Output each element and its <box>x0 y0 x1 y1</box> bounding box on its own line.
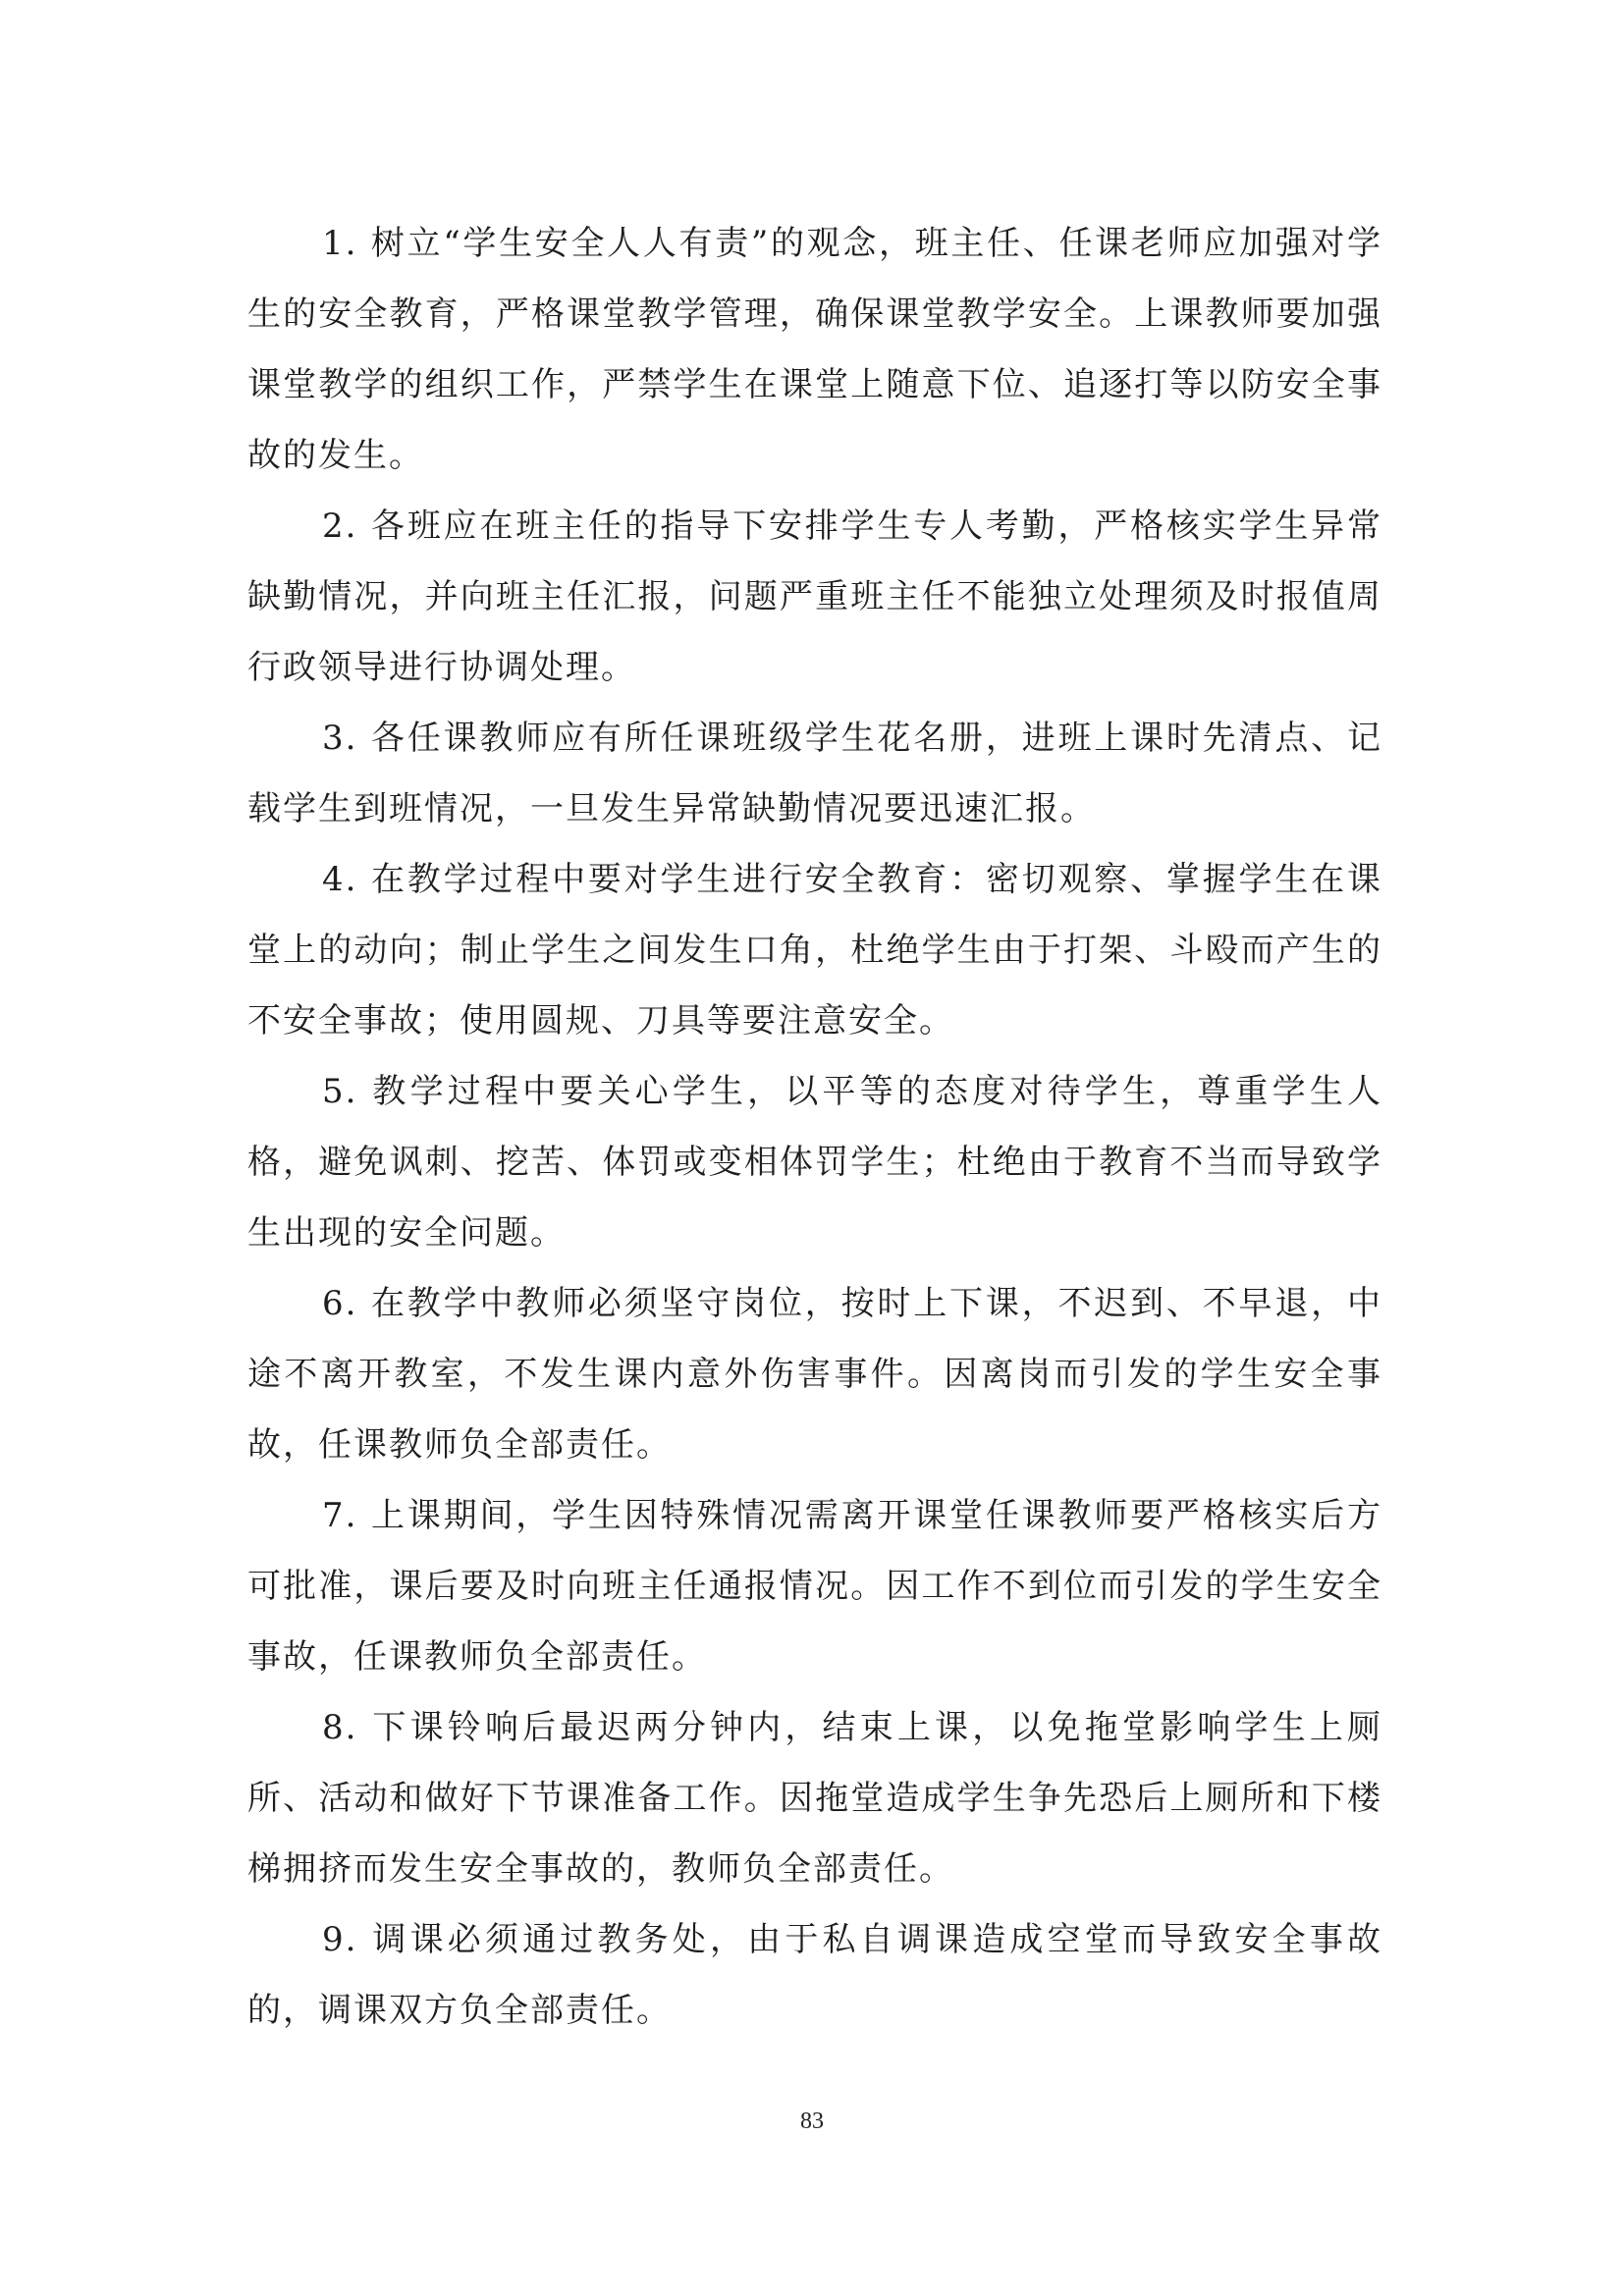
page-number: 83 <box>800 2109 824 2134</box>
document-body <box>247 208 1382 2046</box>
paragraph-rule-1: 1. 树立“学生安全人人有责”的观念，班主任、任课老师应加强对学生的安全教育，严格课堂教学管理，确保课堂教学安全。上课教师要加强课堂教学的组织工作，严禁学生在课堂上随意下位、追逐打等以防安全事故的发生。 <box>247 224 1382 475</box>
paragraph-rule-4: 4. 在教学过程中要对学生进行安全教育：密切观察、掌握学生在课堂上的动向；制止学生之间发生口角，杜绝学生由于打架、斗殴而产生的不安全事故；使用圆规、刀具等要注意安全。 <box>247 860 1382 1041</box>
paragraph-rule-9: 9. 调课必须通过教务处，由于私自调课造成空堂而导致安全事故的，调课双方负全部责任。 <box>247 1920 1382 2030</box>
paragraph-rule-6: 6. 在教学中教师必须坚守岗位，按时上下课，不迟到、不早退，中途不离开教室，不发生课内意外伤害事件。因离岗而引发的学生安全事故，任课教师负全部责任。 <box>247 1284 1382 1465</box>
paragraph-rule-5: 5. 教学过程中要关心学生，以平等的态度对待学生，尊重学生人格，避免讽刺、挖苦、体罚或变相体罚学生；杜绝由于教育不当而导致学生出现的安全问题。 <box>247 1072 1382 1253</box>
paragraph-rule-8: 8. 下课铃响后最迟两分钟内，结束上课，以免拖堂影响学生上厕所、活动和做好下节课准备工作。因拖堂造成学生争先恐后上厕所和下楼梯拥挤而发生安全事故的，教师负全部责任。 <box>247 1708 1382 1889</box>
paragraph-rule-7: 7. 上课期间，学生因特殊情况需离开课堂任课教师要严格核实后方可批准，课后要及时向班主任通报情况。因工作不到位而引发的学生安全事故，任课教师负全部责任。 <box>247 1496 1382 1677</box>
paragraph-rule-2: 2. 各班应在班主任的指导下安排学生专人考勤，严格核实学生异常缺勤情况，并向班主任汇报，问题严重班主任不能独立处理须及时报值周行政领导进行协调处理。 <box>247 507 1382 687</box>
paragraph-rule-3: 3. 各任课教师应有所任课班级学生花名册，进班上课时先清点、记载学生到班情况，一旦发生异常缺勤情况要迅速汇报。 <box>247 719 1382 828</box>
